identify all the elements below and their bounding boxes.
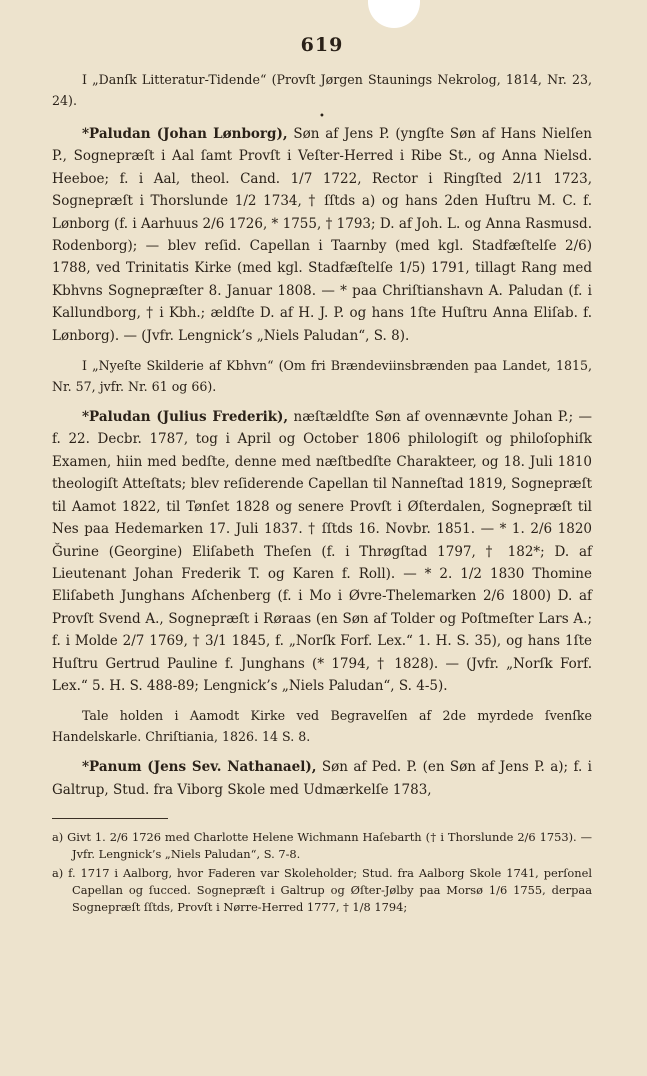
entry-body: næſtældſte Søn af ovennævnte Johan P.; — f. 22. Decbr. 1787, tog i April og October 1806 philologiſt og philoſophiſk Examen, hiin med bedſte, denne med næſtbedſte Charakteer, og 18. Juli 1810 theologiſt Atteſtats; blev reſiderende Capellan til Nanneſtad 1819, Sognepræſt til Aamot 1822, til Tønſet 1828 og senere Provſt i Øſterdalen, Sognepræſt til Nes paa Hedemarken 17. Juli 1837. † ſſtds 16. Novbr. 1851. — * 1. 2/6 1820 Ğurine (Georgine) Eliſabeth Theſen (f. i Thrøgſtad 1797, † 182*; D. af Lieutenant Johan Frederik T. og Karen f. Roll). — * 2. 1/2 1830 Thomine Eliſabeth Junghans Aſchenberg (f. i Mo i Øvre-Thelemarken 2/6 1800) D. af Provſt Svend A., Sognepræſt i Røraas (en Søn af Tolder og Poſtmeſter Lars A.; f. i Molde 2/7 1769, † 3/1 1845, f. „Norſk Forf. Lex.“ 1. H. S. 35), og hans 1ſte Huſtru Gertrud Pauline f. Junghans (* 1794, † 1828). — (Jvfr. „Norſk Forf. Lex.“ 5. H. S. 488-89; Lengnick’s „Niels Paludan“, S. 4-5).: [52, 409, 593, 694]
reference-top: I „Danſk Litteratur-Tidende“ (Provſt Jørgen Staunings Nekrolog, 1814, Nr. 23, 24).: [52, 72, 592, 108]
footnote: a) f. 1717 i Aalborg, hvor Faderen var Skoleholder; Stud. fra Aalborg Skole 1741, perſonel Capellan og ſucced. Sognepræſt i Galtrup og Øſter-Jølby paa Morsø 1/6 1755, derpaa Sognepræſt ſſtds, Provſt i Nørre-Herred 1777, † 1/8 1794;: [52, 866, 592, 915]
book-page: [52, 34, 592, 916]
footnote: a) Givt 1. 2/6 1726 med Charlotte Helene Wichmann Haſebarth († i Thorslunde 2/6 1753). — Jvfr. Lengnick’s „Niels Paludan“, S. 7-8.: [52, 830, 592, 862]
entry-johan-lonborg: [52, 123, 592, 347]
reference-bottom: Tale holden i Aamodt Kirke ved Begravelſen af 2de myrdede ſvenſke Handelskarle. Chriſtiania, 1826. 14 S. 8.: [52, 708, 592, 744]
entry-heading: *Paludan (Julius Frederik),: [82, 409, 289, 426]
entry-heading: *Paludan (Johan Lønborg),: [82, 126, 288, 142]
entry-julius-frederik: [52, 406, 592, 697]
page-tab-notch: [368, 0, 420, 28]
separator-dot: •: [319, 111, 325, 122]
page-number: 619: [300, 34, 344, 56]
entry-jens-panum: [52, 756, 592, 801]
entry-body: Søn af Jens P. (yngſte Søn af Hans Nielſen P., Sognepræſt i Aal ſamt Provſt i Veſter-Herred i Ribe St., og Anna Nielsd. Heeboe; f. i Aal, theol. Cand. 1/7 1722, Rector i Ringſted 2/11 1723, Sognepræſt i Thorslunde 1/2 1734, † ſſtds a) og hans 2den Huſtru M. C. f. Lønborg (f. i Aarhuus 2/6 1726, * 1755, † 1793; D. af Joh. L. og Anna Rasmusd. Rodenborg); — blev reſid. Capellan i Taarnby (med kgl. Stadfæſtelſe 2/6) 1788, ved Trinitatis Kirke (med kgl. Stadfæſtelſe 1/5) 1791, tillagt Rang med Kbhvns Sognepræſter 8. Januar 1808. — * paa Chriſtianshavn A. Paludan (f. i Kallundborg, † i Kbh.; ældſte D. af H. J. P. og hans 1ſte Huſtru Anna Eliſab. f. Lønborg). — (Jvfr. Lengnick’s „Niels Paludan“, S. 8).: [52, 126, 592, 344]
reference-middle: I „Nyeſte Skilderie af Kbhvn“ (Om fri Brændeviinsbrænden paa Landet, 1815, Nr. 57, jvfr. Nr. 61 og 66).: [52, 358, 592, 394]
entry-body: Søn af Ped. P. (en Søn af Jens P. a); f. i Galtrup, Stud. fra Viborg Skole med Udmærkelſe 1783,: [52, 759, 593, 798]
footnote-rule: [52, 818, 168, 819]
entry-heading: *Panum (Jens Sev. Nathanael),: [82, 759, 317, 776]
